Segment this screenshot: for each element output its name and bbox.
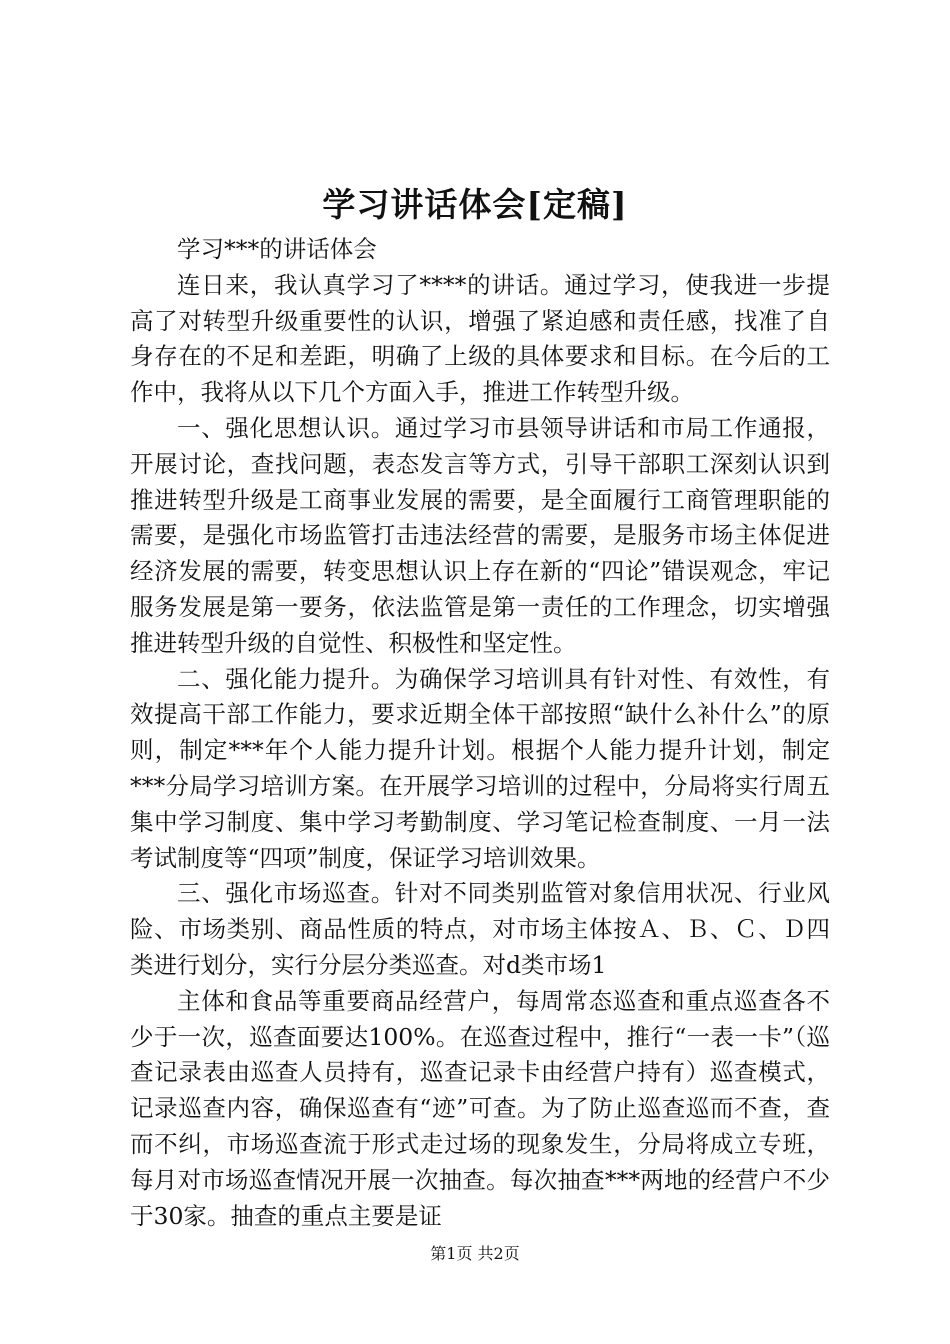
page-number-footer: 第1页 共2页 — [430, 1244, 520, 1263]
paragraph: 主体和食品等重要商品经营户，每周常态巡查和重点巡查各不少于一次，巡查面要达100%。在巡查过程中，推行“一表一卡”（巡查记录表由巡查人员持有，巡查记录卡由经营户持有）巡查模式，记录巡查内容，确保巡查有“迹”可查。为了防止巡查巡而不查，查而不纠，市场巡查流于形式走过场的现象发生，分局将成立专班，每月对市场巡查情况开展一次抽查。每次抽查***两地的经营户不少于30家。抽查的重点主要是证 — [130, 986, 830, 1230]
paragraph: 连日来，我认真学习了****的讲话。通过学习，使我进一步提高了对转型升级重要性的认识，增强了紧迫感和责任感，找准了自身存在的不足和差距，明确了上级的具体要求和目标。在今后的工作中，我将从以下几个方面入手，推进工作转型升级。 — [130, 270, 830, 407]
document-subtitle: 学习***的讲话体会 — [177, 235, 377, 263]
paragraph: 三、强化市场巡查。针对不同类别监管对象信用状况、行业风险、市场类别、商品性质的特点，对市场主体按Ａ、Ｂ、Ｃ、Ｄ四类进行划分，实行分层分类巡查。对d类市场1 — [130, 879, 830, 979]
paragraph: 二、强化能力提升。为确保学习培训具有针对性、有效性，有效提高干部工作能力，要求近期全体干部按照“缺什么补什么”的原则，制定***年个人能力提升计划。根据个人能力提升计划，制定***分局学习培训方案。在开展学习培训的过程中，分局将实行周五集中学习制度、集中学习考勤制度、学习笔记检查制度、一月一法考试制度等“四项”制度，保证学习培训效果。 — [130, 664, 830, 872]
document-body — [130, 232, 830, 1234]
paragraph: 一、强化思想认识。通过学习市县领导讲话和市局工作通报，开展讨论，查找问题，表态发言等方式，引导干部职工深刻认识到推进转型升级是工商事业发展的需要，是全面履行工商管理职能的需要，是强化市场监管打击违法经营的需要，是服务市场主体促进经济发展的需要，转变思想认识上存在新的“四论”错误观念，牢记服务发展是第一要务，依法监管是第一责任的工作理念，切实增强推进转型升级的自觉性、积极性和坚定性。 — [130, 413, 830, 657]
document-title: 学习讲话体会[定稿] — [322, 185, 628, 224]
